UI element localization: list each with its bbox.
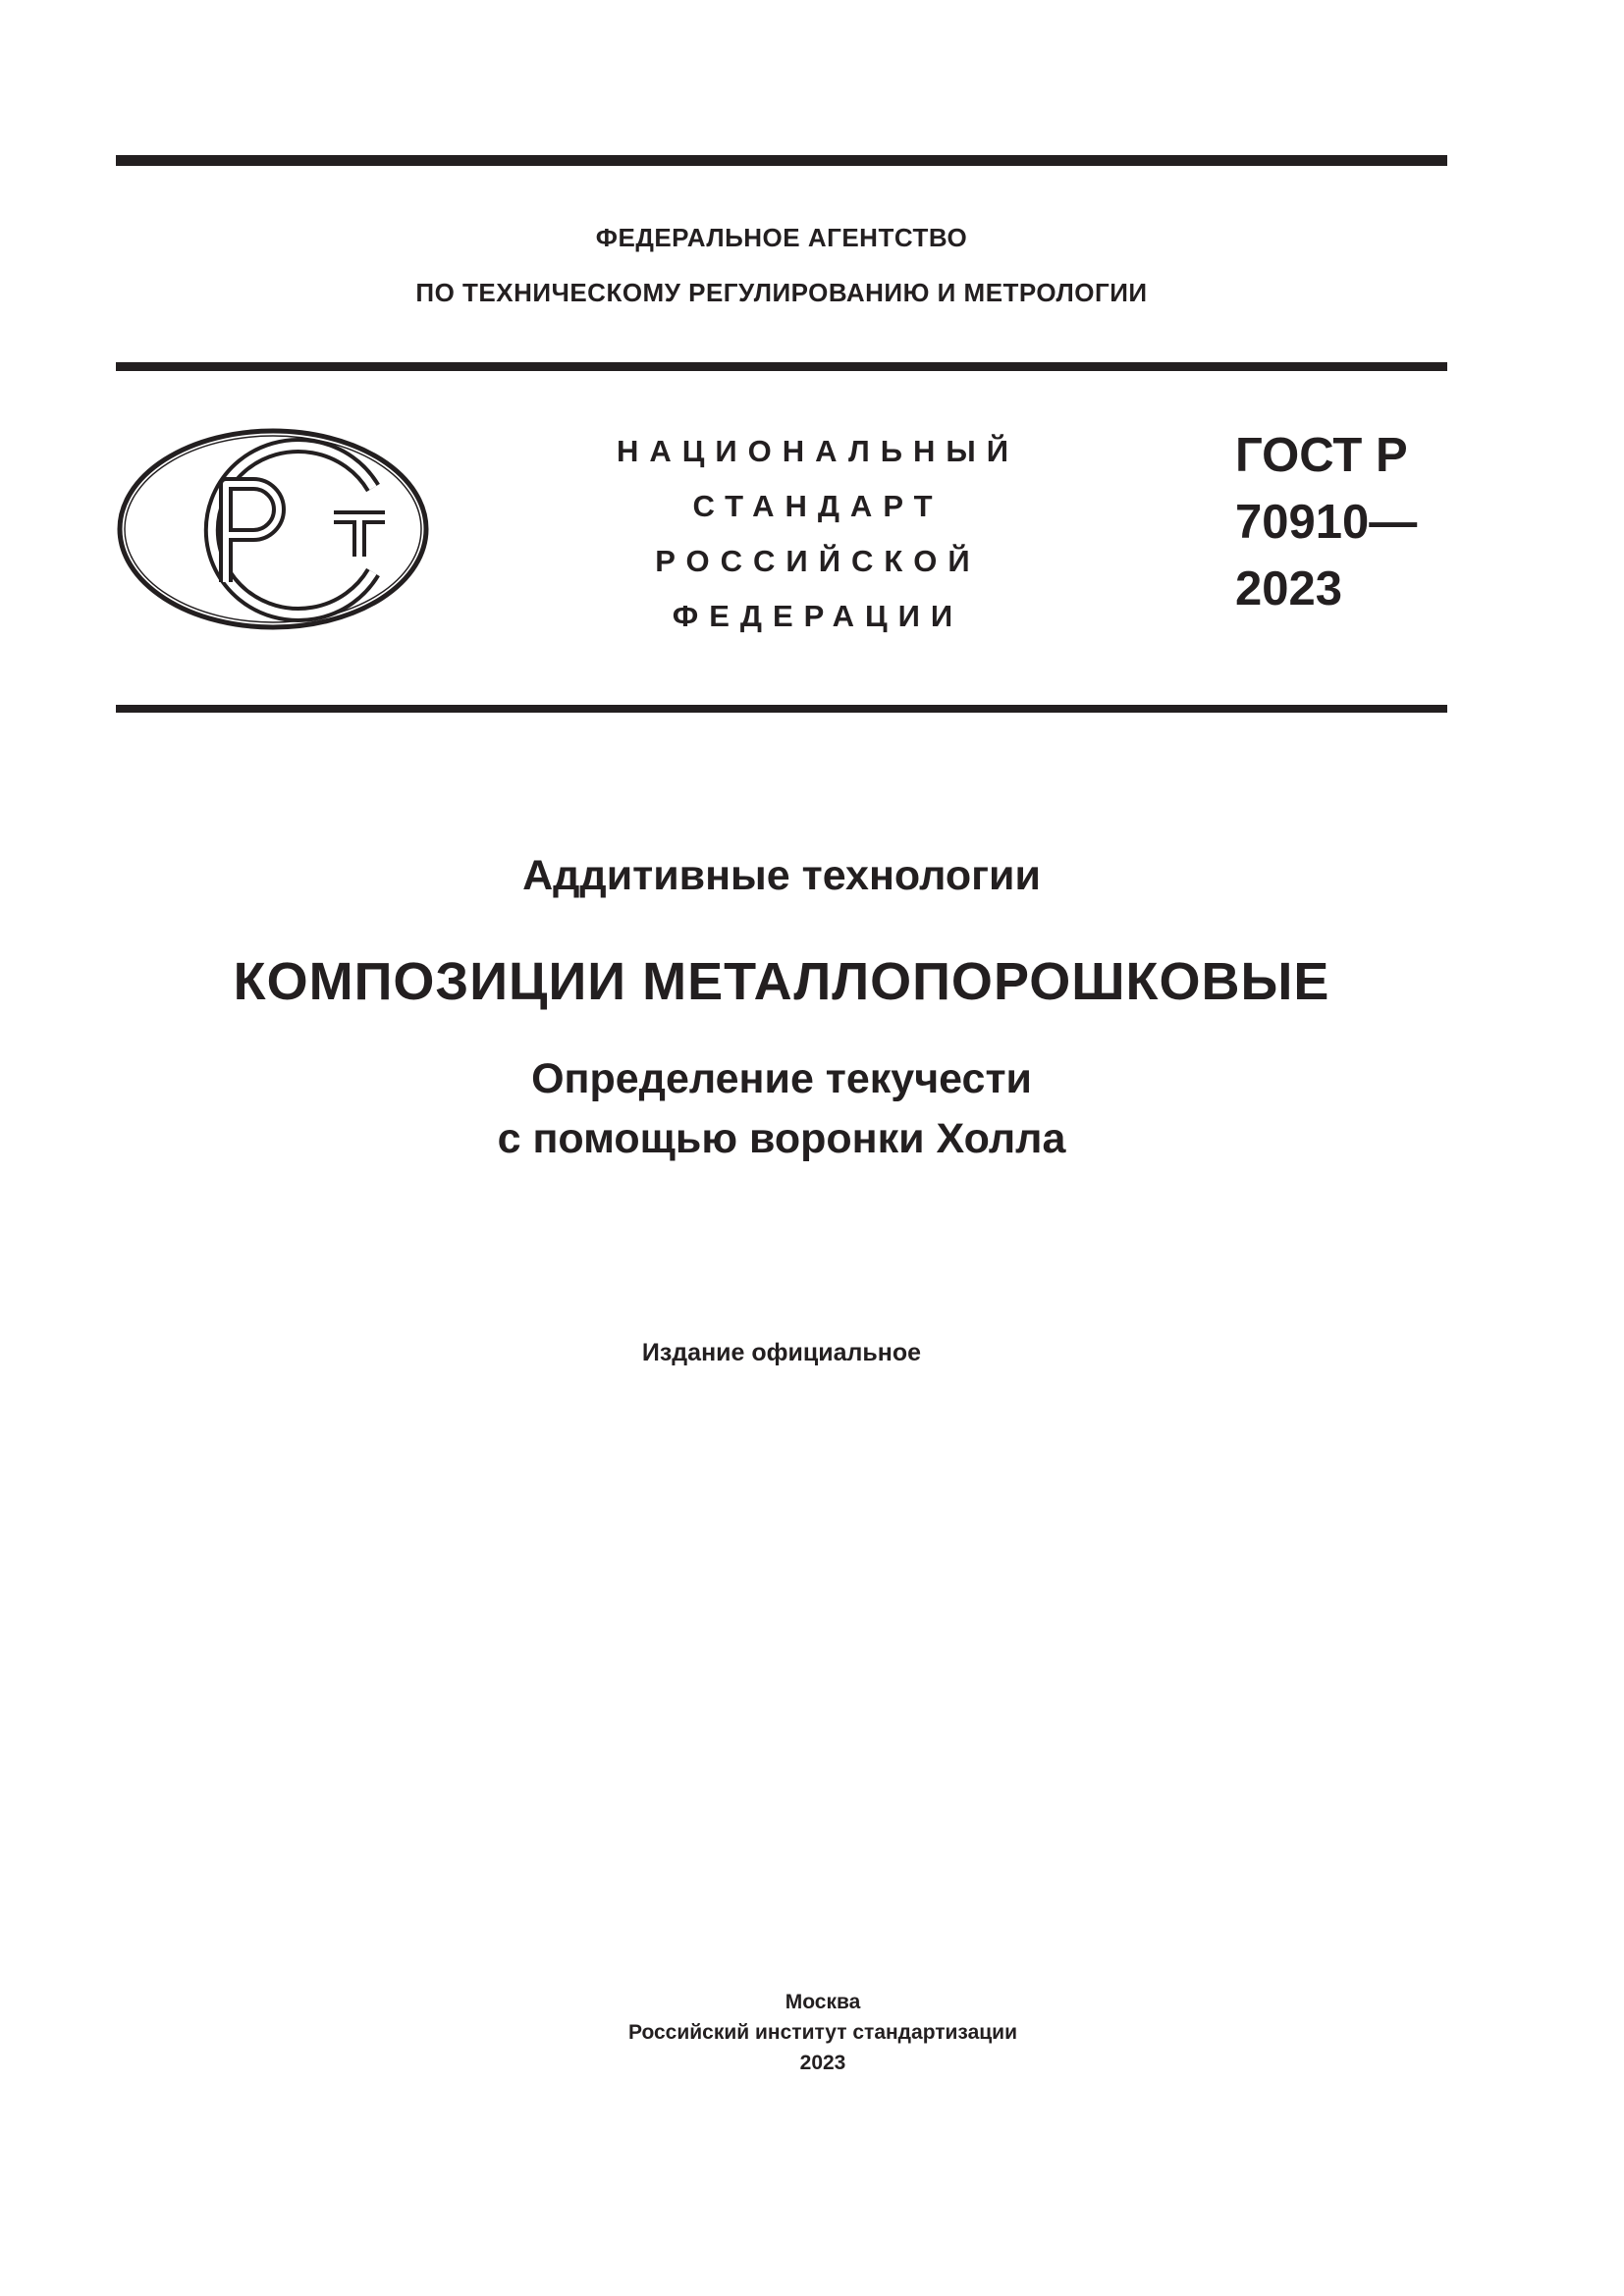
national-standard-line: РОССИЙСКОЙ [655, 544, 981, 578]
national-standard-line: НАЦИОНАЛЬНЫЙ [616, 434, 1020, 468]
designation-line-3: 2023 [1235, 562, 1343, 615]
document-subject: Аддитивные технологии [522, 852, 1041, 899]
imprint-publisher: Российский институт стандартизации [627, 2021, 1018, 2044]
top-rule [116, 155, 1447, 166]
national-standard-line: ФЕДЕРАЦИИ [672, 599, 964, 633]
designation-line-2: 70910— [1235, 496, 1418, 549]
national-standard-line: СТАНДАРТ [692, 489, 944, 523]
designation-line-1: ГОСТ Р [1235, 429, 1408, 482]
rst-certification-mark-icon [116, 427, 430, 631]
agency-name-line-2: ПО ТЕХНИЧЕСКОМУ РЕГУЛИРОВАНИЮ И МЕТРОЛОГИИ [415, 278, 1148, 307]
document-subtitle-line-2: с помощью воронки Холла [497, 1115, 1066, 1162]
edition-note: Издание официальное [641, 1339, 922, 1366]
document-title: КОМПОЗИЦИИ МЕТАЛЛОПОРОШКОВЫЕ [233, 952, 1330, 1011]
bottom-rule [116, 705, 1447, 713]
imprint-city: Москва [785, 1991, 861, 2013]
standard-designation [1235, 422, 1417, 622]
national-standard-label [587, 424, 1049, 644]
middle-rule [116, 362, 1447, 371]
document-subtitle-line-1: Определение текучести [531, 1055, 1032, 1102]
agency-name-line-1: ФЕДЕРАЛЬНОЕ АГЕНТСТВО [595, 223, 968, 252]
imprint-year: 2023 [799, 2052, 846, 2074]
